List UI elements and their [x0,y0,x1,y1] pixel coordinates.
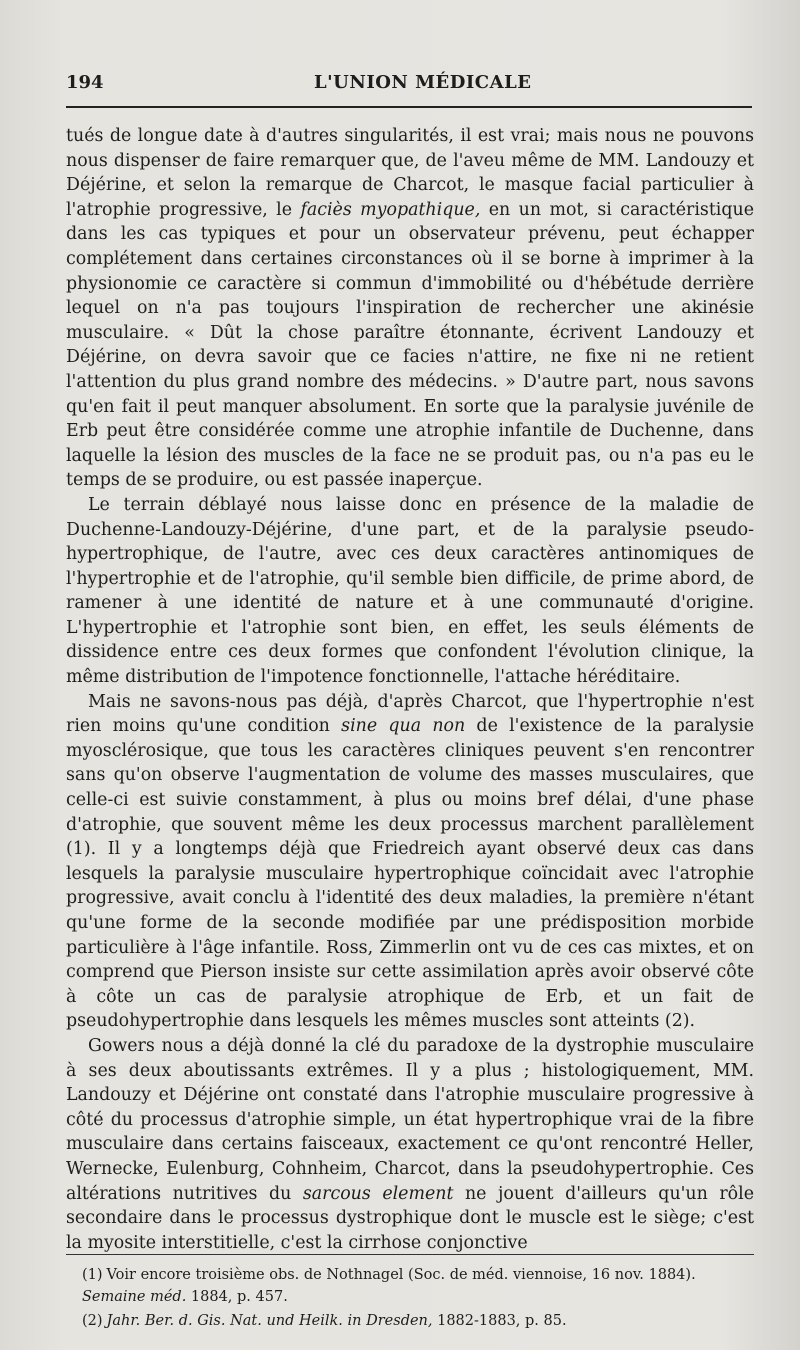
italic-term: sine qua non [341,716,466,737]
running-title: L'UNION MÉDICALE [314,72,532,93]
paragraph-2: Le terrain déblayé nous laisse donc en présence de la maladie de Duchenne-Landouzy-Déjérine, d'une part, et de la paralysie pseudo-hypertrophique, de l'autre, avec ces deux caractères antinomiques de l'hypertrophie et de l'atrophie, qu'il semble bien difficile, de prime abord, de ramener à une identité de nature et à une communauté d'origine. L'hypertrophie et l'atrophie sont bien, en effet, les seuls éléments de dissidence entre ces deux formes que confondent l'évolution clinique, la même distribution de l'impotence fonctionnelle, l'attache héréditaire. [66,494,754,688]
italic-term: faciès myopathique, [300,199,481,220]
footnote-2: (2) Jahr. Ber. d. Gis. Nat. und Heilk. in Dresden, 1882-1883, p. 85. [82,1313,567,1329]
paragraph-4: Gowers nous a déjà donné la clé du paradoxe de la dystrophie musculaire à ses deux aboutissants extrêmes. Il y a plus ; histologiquement, MM. Landouzy et Déjérine ont constaté dans l'atrophie musculaire progressive à côté du processus d'atrophie simple, un état hypertrophique vrai de la fibre musculaire dans certains faisceaux, exactement ce qu'ont rencontré Heller, Wernecke, Eulenburg, Cohnheim, Charcot, dans la pseudohypertrophie. Ces altérations nutritives du sarcous element ne jouent d'ailleurs qu'un rôle secondaire dans le processus dystrophique dont le muscle est le siège; c'est la myosite interstitielle, c'est la cirrhose conjonctive [66,1035,754,1253]
paragraph-3: Mais ne savons-nous pas déjà, d'après Charcot, que l'hypertrophie n'est rien moins qu'une condition sine qua non de l'existence de la paralysie myosclérosique, que tous les caractères cliniques peuvent s'en rencontrer sans qu'on observe l'augmentation de volume des masses musculaires, que celle-ci est suivie constamment, à plus ou moins bref délai, d'une phase d'atrophie, que souvent même les deux processus marchent parallèlement (1). Il y a longtemps déjà que Friedreich ayant observé deux cas dans lesquels la paralysie musculaire hypertrophique coïncidait avec l'atrophie progressive, avait conclu à l'identité des deux maladies, la première n'étant qu'une forme de la seconde modifiée par une prédisposition morbide particulière à l'âge infantile. Ross, Zimmerlin ont vu de ces cas mixtes, et on comprend que Pierson insiste sur cette assimilation après avoir observé côte à côte un cas de paralysie atrophique de Erb, et un fait de pseudohypertrophie dans lesquels les mêmes muscles sont atteints (2). [66,691,754,1032]
paragraph-1: tués de longue date à d'autres singularités, il est vrai; mais nous ne pouvons nous dispenser de faire remarquer que, de l'aveu même de MM. Landouzy et Déjérine, et selon la remarque de Charcot, le masque facial particulier à l'atrophie progressive, le faciès myopathique, en un mot, si caractéristique dans les cas typiques et pour un observateur prévenu, peut échapper complétement dans certaines circonstances où il se borne à imprimer à la physionomie ce caractère si commun d'immobilité ou d'hébétude derrière lequel on n'a pas toujours l'inspiration de rechercher une akinésie musculaire. « Dût la chose paraître étonnante, écrivent Landouzy et Déjérine, on devra savoir que ce facies n'attire, ne fixe ni ne retient l'attention du plus grand nombre des médecins. » D'autre part, nous savons qu'en fait il peut manquer absolument. En sorte que la paralysie juvénile de Erb peut être considérée comme une atrophie infantile de Duchenne, dans laquelle la lésion des muscles de la face ne se produit pas, ou n'a pas eu le temps de se produire, ou est passée inaperçue. [66,126,754,491]
footnotes [82,1264,754,1334]
body-text [66,124,754,1255]
page-header [66,72,752,102]
footnote-1: (1) Voir encore troisième obs. de Nothnagel (Soc. de méd. viennoise, 16 nov. 1884). Semaine méd. 1884, p. 457. [82,1267,696,1305]
footnote-rule [66,1254,754,1255]
italic-term: sarcous element [302,1183,454,1204]
header-rule [66,106,752,108]
page-number: 194 [66,72,104,93]
